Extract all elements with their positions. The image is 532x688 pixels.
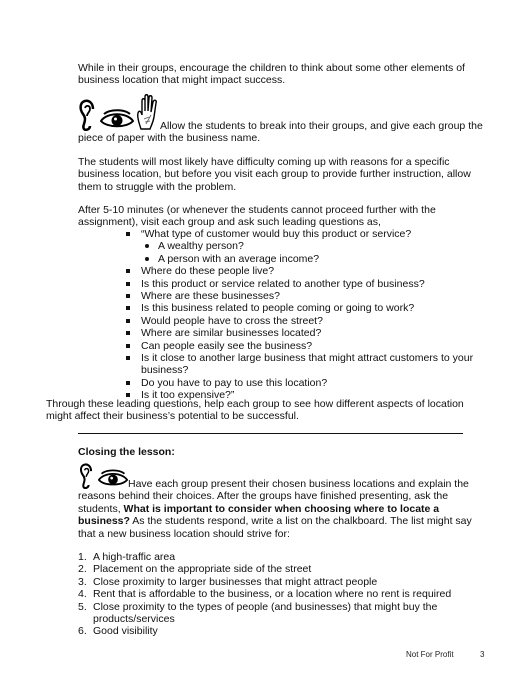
instruction-text: Allow the students to break into their groups, and give each group the piece of paper with the business name. xyxy=(78,120,483,145)
bullet xyxy=(126,269,130,273)
list-item: 3. Close proximity to larger businesses that might attract people xyxy=(78,575,378,588)
list-item: “What type of customer would buy this product or service? xyxy=(126,228,486,240)
list-item: Is it too expensive?” xyxy=(126,389,486,401)
bullet xyxy=(126,282,130,286)
strive-list xyxy=(78,551,498,638)
leading-questions-list xyxy=(126,228,486,402)
page-number: 3 xyxy=(480,650,485,659)
bullet xyxy=(145,244,149,248)
list-item: Is it close to another large business that might attract customers to your business? xyxy=(126,352,486,377)
list-item: 4. Rent that is affordable to the business, or a location where no rent is required xyxy=(78,588,452,601)
closing-paragraph: Have each group present their chosen business locations and explain the reasons behind their choices. After the groups have finished presenting, ask the students, What is important to consider when choosing where to locate a business? As the students respond, write a list on the chalkboard. The list might say that a new business location should strive for: xyxy=(78,478,472,540)
bullet xyxy=(126,381,130,385)
after-paragraph: After 5-10 minutes (or whenever the students cannot proceed further with the assignment), visit each group and ask such leading questions as, xyxy=(78,204,436,229)
closing-heading: Closing the lesson: xyxy=(78,446,175,458)
list-item: Would people have to cross the street? xyxy=(126,315,486,327)
bullet xyxy=(126,294,130,298)
footer-label: Not For Profit xyxy=(406,650,454,659)
list-item: Where are similar businesses located? xyxy=(126,327,486,339)
list-item: Do you have to pay to use this location? xyxy=(126,377,486,389)
list-item: 6. Good visibility xyxy=(78,625,158,638)
bullet xyxy=(126,319,130,323)
list-item: Can people easily see the business? xyxy=(126,340,486,352)
list-item: Where are these businesses? xyxy=(126,290,486,302)
list-item: A wealthy person? xyxy=(126,240,486,252)
list-item: Is this product or service related to another type of business? xyxy=(126,278,486,290)
closing-question: What is important to consider when choosing where to locate a business? xyxy=(78,502,440,528)
list-item: 2. Placement on the appropriate side of the street xyxy=(78,563,312,576)
intro-paragraph: While in their groups, encourage the children to think about some other elements of business location that might impact success. xyxy=(78,62,465,87)
list-item: 5. Close proximity to the types of people (and businesses) that might buy the products/services xyxy=(78,600,438,626)
section-divider xyxy=(78,433,463,434)
difficulty-paragraph: The students will most likely have difficulty coming up with reasons for a specific business location, but before you visit each group to provide further instruction, allow them to struggle with the problem. xyxy=(78,156,471,193)
bullet xyxy=(145,257,149,261)
bullet xyxy=(126,393,130,397)
bullet xyxy=(126,331,130,335)
bullet xyxy=(126,306,130,310)
list-item: Is this business related to people coming or going to work? xyxy=(126,302,486,314)
bullet xyxy=(126,232,130,236)
bullet xyxy=(126,344,130,348)
list-item: A person with an average income? xyxy=(126,253,486,265)
through-paragraph: Through these leading questions, help each group to see how different aspects of location might affect their business’s potential to be successful. xyxy=(46,398,464,423)
instruction-paragraph-1 xyxy=(78,120,488,145)
list-item: 1. A high-traffic area xyxy=(78,551,176,563)
list-item: Where do these people live? xyxy=(126,265,486,277)
bullet xyxy=(126,356,130,360)
